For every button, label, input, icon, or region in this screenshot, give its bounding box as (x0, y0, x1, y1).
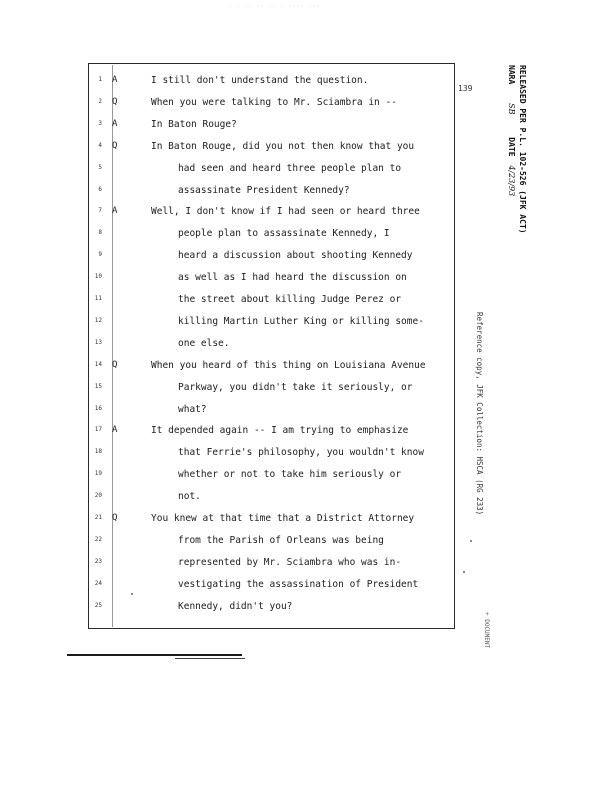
line-number: 3 (98, 119, 102, 127)
line-number: 19 (94, 470, 102, 478)
scan-speck (463, 571, 465, 573)
bottom-rule (67, 654, 242, 656)
transcript-line: represented by Mr. Sciambra who was in- (178, 556, 402, 568)
transcript-line: You knew at that time that a District Attorney (151, 513, 415, 524)
transcript-line: as well as I had heard the discussion on (178, 272, 407, 284)
release-stamp (506, 65, 528, 234)
transcript-line: the street about killing Judge Perez or (178, 294, 402, 305)
line-number: 7 (98, 207, 102, 215)
line-number: 12 (94, 316, 102, 324)
transcript-line: that Ferrie's philosophy, you wouldn't know (178, 447, 424, 459)
line-number: 6 (98, 185, 102, 193)
transcript-line: When you heard of this thing on Louisiana Avenue (151, 359, 426, 371)
transcript-line: what? (178, 403, 207, 415)
speaker-label: A (112, 75, 118, 85)
line-number: 20 (94, 492, 102, 500)
line-number: 8 (98, 229, 102, 237)
side-mark: + DOCUMENT (483, 612, 490, 649)
transcript-line: had seen and heard three people plan to (178, 162, 402, 174)
bottom-rule-secondary (175, 658, 245, 659)
line-number: 14 (94, 360, 102, 368)
speaker-label: A (112, 425, 118, 436)
transcript-line: In Baton Rouge, did you not then know that you (151, 140, 415, 152)
line-number: 25 (94, 601, 102, 609)
speaker-label: A (112, 118, 118, 129)
line-number: 5 (98, 163, 102, 171)
release-stamp-line-1: RELEASED PER P.L. 102-526 (JFK ACT) (518, 65, 527, 234)
line-number: 23 (94, 557, 102, 565)
line-number: 10 (94, 273, 102, 281)
scan-speck (131, 593, 133, 595)
transcript-line: Parkway, you didn't take it seriously, or (178, 381, 413, 393)
transcript-line: killing Martin Luther King or killing some- (178, 315, 424, 327)
speaker-label: Q (112, 359, 118, 370)
line-number: 13 (94, 338, 102, 346)
reference-copy-note: Reference copy, JFK Collection: HSCA (RG 233) (475, 312, 484, 516)
line-number: 16 (94, 404, 102, 412)
line-number: 11 (94, 295, 102, 302)
scan-speck (470, 540, 472, 542)
speaker-label: Q (112, 140, 118, 151)
page-number: 139 (458, 84, 473, 93)
transcript-line: Kennedy, didn't you? (178, 600, 293, 612)
top-scan-mark: · · ·· ·· ·· · ···· ··· (228, 4, 321, 10)
transcript-line: one else. (178, 337, 230, 349)
transcript-line: whether or not to take him seriously or (178, 469, 402, 481)
transcript-line: When you were talking to Mr. Sciambra in -- (151, 96, 397, 108)
line-number: 17 (94, 426, 102, 434)
line-number: 2 (98, 97, 102, 105)
line-number: 9 (98, 251, 102, 259)
speaker-label: Q (112, 96, 118, 107)
transcript-frame (88, 63, 455, 629)
transcript-line: heard a discussion about shooting Kennedy (178, 250, 413, 262)
transcript-line: from the Parish of Orleans was being (178, 534, 384, 546)
transcript-line: Well, I don't know if I had seen or heard three (151, 206, 420, 218)
speaker-label: Q (112, 513, 118, 523)
transcript-line: I still don't understand the question. (151, 75, 369, 86)
line-number: 21 (94, 514, 102, 521)
line-number: 1 (98, 76, 102, 83)
transcript-line: assassinate President Kennedy? (178, 184, 350, 196)
stamp-date: 4/23/93 (507, 165, 516, 197)
speaker-label: A (112, 206, 118, 217)
transcript-line: It depended again -- I am trying to emphasize (151, 425, 409, 437)
line-number: 4 (98, 141, 102, 149)
transcript-line: people plan to assassinate Kennedy, I (178, 228, 390, 240)
transcript-line: not. (178, 491, 201, 503)
line-number: 24 (94, 579, 102, 587)
transcript-line: In Baton Rouge? (151, 118, 237, 130)
line-number: 18 (94, 448, 102, 456)
stamp-nara-label: NARA (507, 65, 516, 85)
release-stamp-line-2 (506, 65, 517, 234)
line-number: 15 (94, 382, 102, 390)
stamp-initials: SB (507, 103, 516, 115)
stamp-date-label: DATE (507, 137, 516, 157)
transcript-line: vestigating the assassination of President (178, 578, 419, 590)
line-number: 22 (94, 535, 102, 543)
